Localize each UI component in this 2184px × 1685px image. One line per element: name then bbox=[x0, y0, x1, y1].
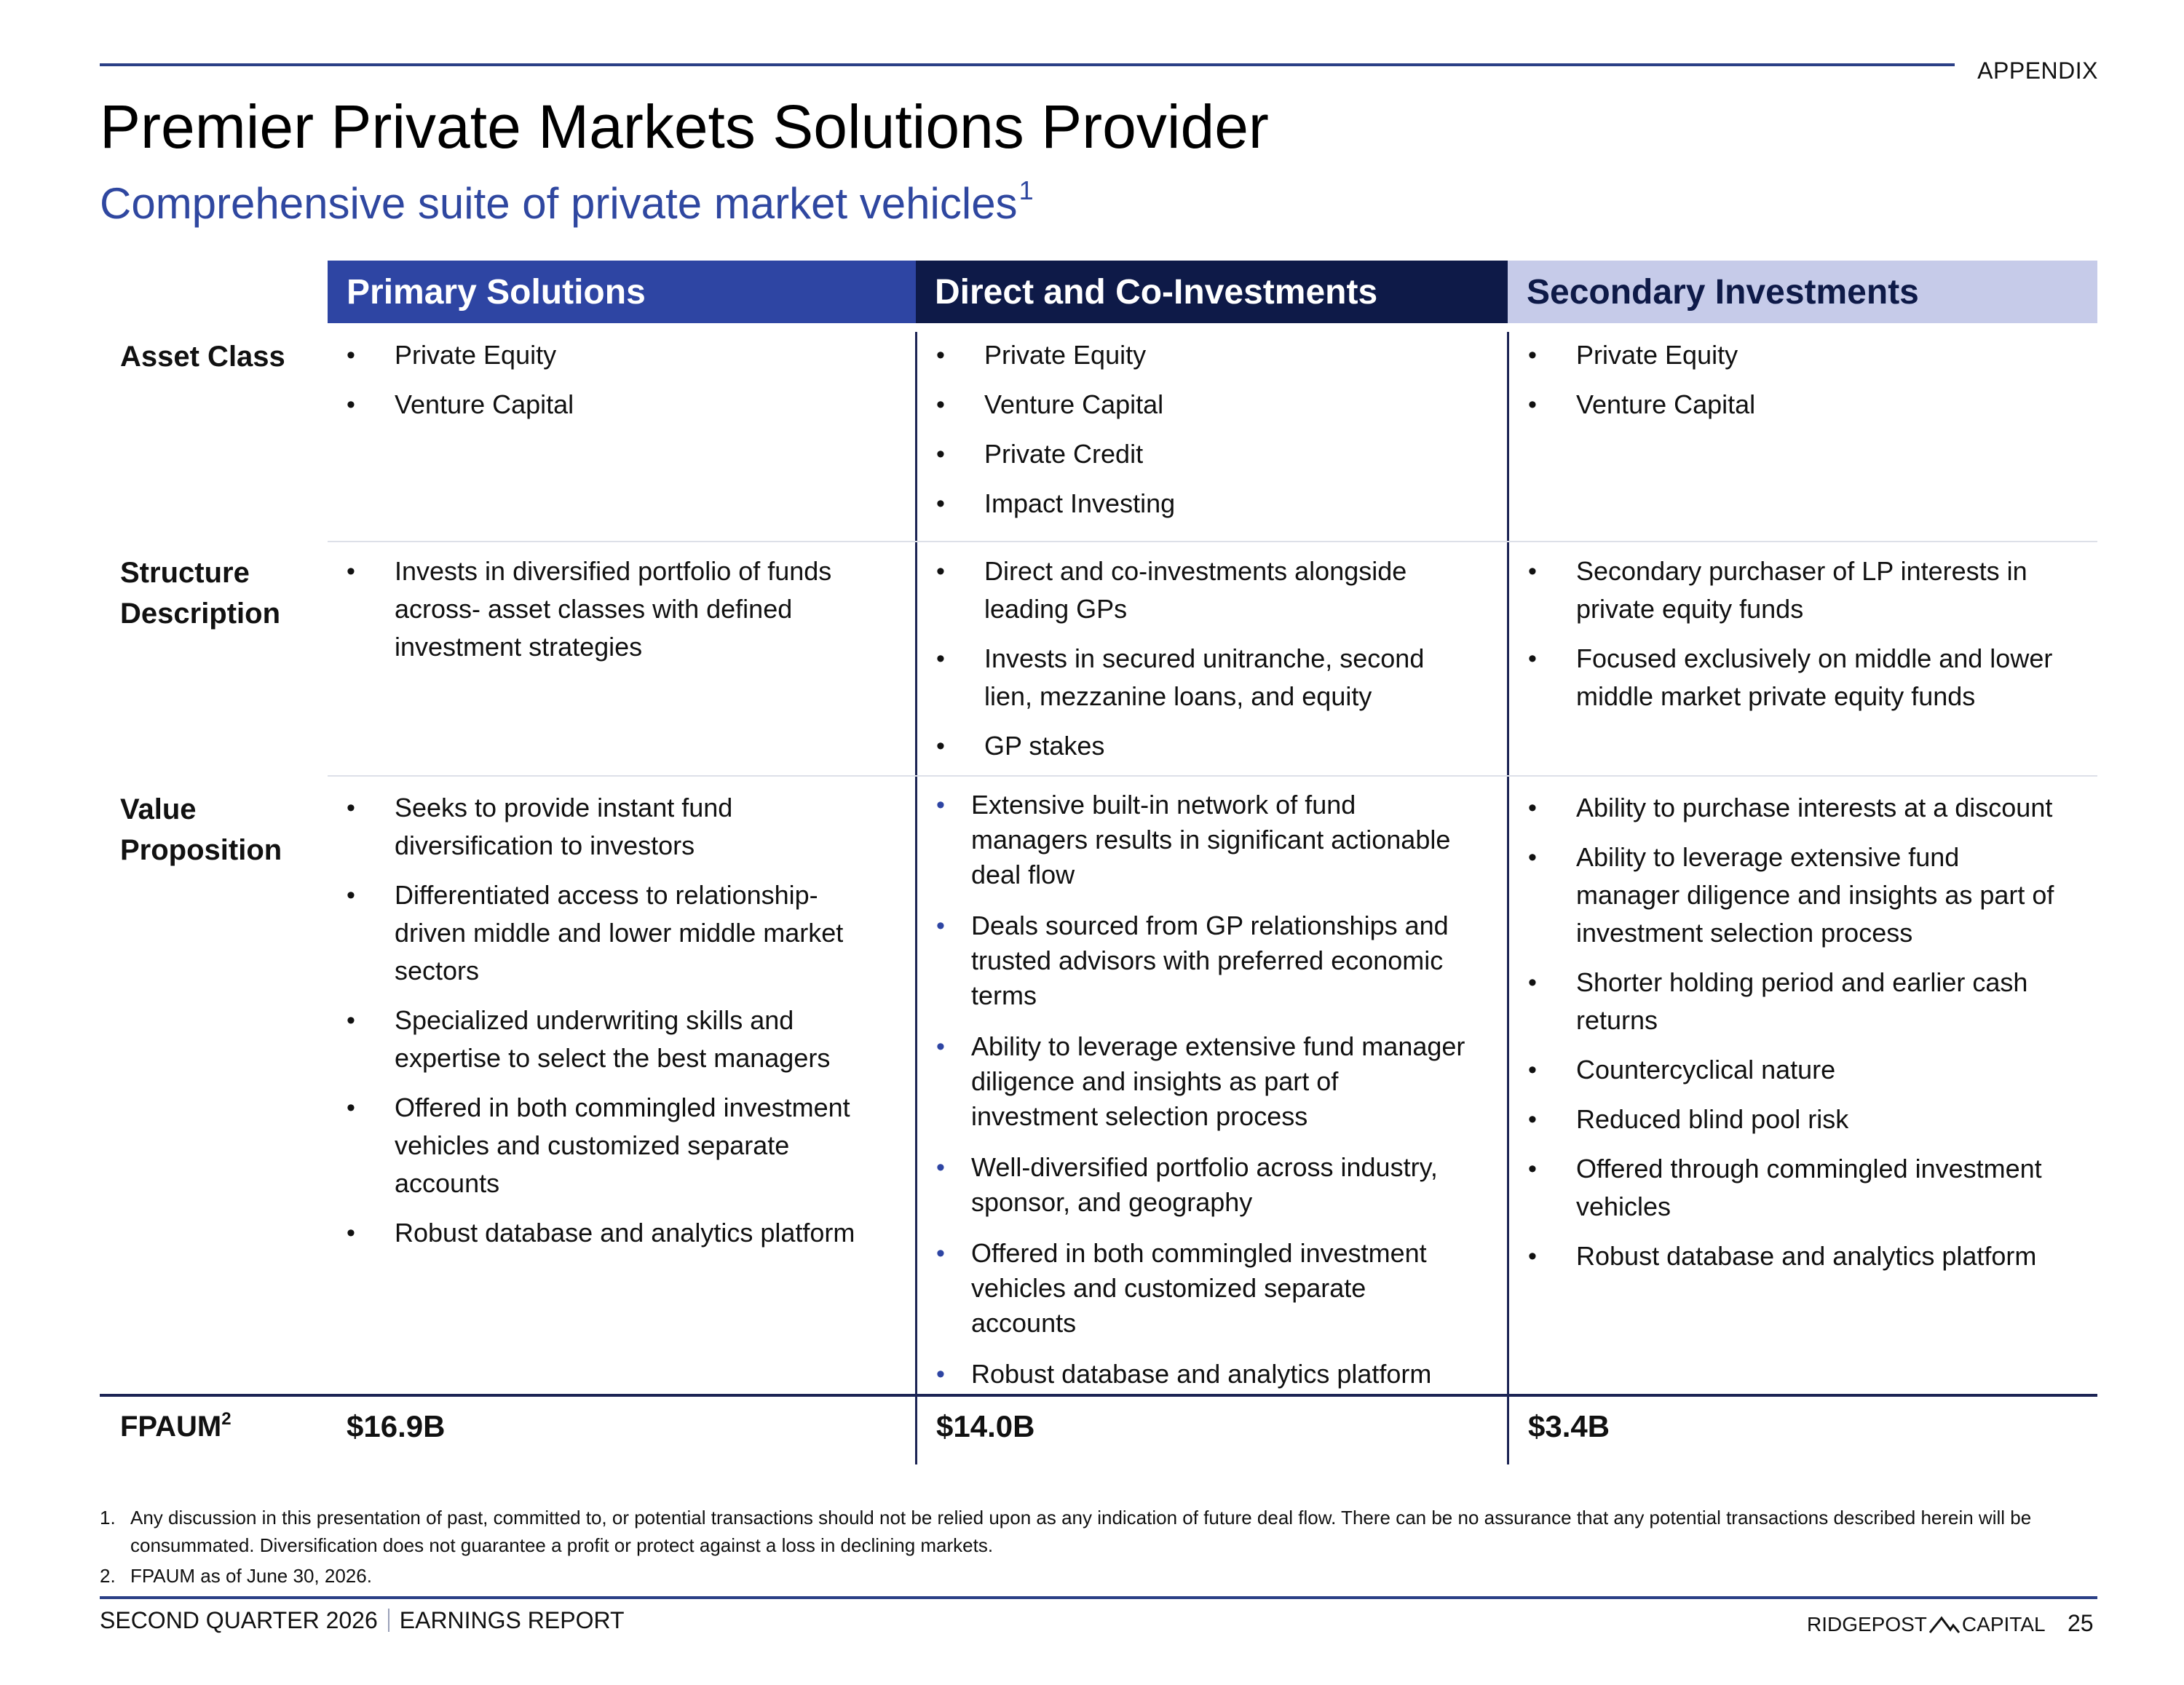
list-item: • Robust database and analytics platform bbox=[328, 1214, 881, 1252]
asset-class-secondary bbox=[1509, 336, 2062, 435]
column-header-secondary: Secondary Investments bbox=[1508, 261, 2097, 323]
brand-name-left: RIDGEPOST bbox=[1807, 1613, 1927, 1636]
list-item: • Offered through commingled investment vehicles bbox=[1509, 1150, 2062, 1226]
bottom-rule bbox=[100, 1596, 2097, 1599]
list-item: • Offered in both commingled investment vehicles and customized separate accounts bbox=[917, 1236, 1471, 1341]
row-label-asset-class: Asset Class bbox=[120, 341, 285, 373]
row-label-value bbox=[120, 789, 282, 871]
fpaum-secondary: $3.4B bbox=[1528, 1409, 1610, 1443]
asset-class-primary bbox=[328, 336, 881, 435]
list-item: • Direct and co-investments alongside leading GPs bbox=[917, 552, 1471, 628]
fpaum-primary: $16.9B bbox=[347, 1409, 446, 1443]
list-item: • Shorter holding period and earlier cash returns bbox=[1509, 964, 2062, 1039]
list-item: • Reduced blind pool risk bbox=[1509, 1101, 2062, 1138]
list-item: • Ability to leverage extensive fund manager diligence and insights as part of investment selection process bbox=[917, 1029, 1471, 1134]
list-item: • Seeks to provide instant fund diversification to investors bbox=[328, 789, 881, 865]
footer-report: EARNINGS REPORT bbox=[399, 1607, 625, 1633]
page-number: 25 bbox=[2068, 1610, 2094, 1636]
footer-report-label bbox=[100, 1607, 625, 1634]
footer-separator bbox=[388, 1609, 389, 1632]
list-item: • Focused exclusively on middle and lower middle market private equity funds bbox=[1509, 640, 2062, 715]
fpaum-label-text: FPAUM bbox=[120, 1411, 222, 1443]
list-item: • Secondary purchaser of LP interests in private equity funds bbox=[1509, 552, 2062, 628]
row-label-line: Value bbox=[120, 793, 197, 825]
list-item: • Invests in diversified portfolio of funds across- asset classes with defined investment strategies bbox=[328, 552, 881, 666]
brand-logo bbox=[1807, 1613, 2046, 1636]
list-item: • Private Equity bbox=[917, 336, 1471, 374]
footnote-text: Any discussion in this presentation of past, committed to, or potential transactions should not be relied upon as any indication of future deal flow. There can be no assurance that any potential transactions described herein will be consummated. Diversification does not guarantee a profit or protect against a loss in declining markets. bbox=[130, 1507, 2032, 1556]
list-item: • Countercyclical nature bbox=[1509, 1051, 2062, 1089]
list-item: • Differentiated access to relationship-driven middle and lower middle market sectors bbox=[328, 876, 881, 990]
section-label: APPENDIX bbox=[1977, 58, 2098, 84]
value-primary bbox=[328, 789, 881, 1264]
footnote bbox=[100, 1504, 2102, 1559]
footnote bbox=[100, 1562, 2102, 1590]
footnote-number: 1. bbox=[100, 1507, 116, 1529]
row-label-fpaum bbox=[120, 1411, 232, 1443]
structure-primary bbox=[328, 552, 881, 678]
brand-name-right: CAPITAL bbox=[1961, 1613, 2046, 1636]
footer-period: SECOND QUARTER 2026 bbox=[100, 1607, 378, 1633]
fpaum-footnote-ref: 2 bbox=[221, 1409, 232, 1429]
list-item: • Ability to purchase interests at a discount bbox=[1509, 789, 2062, 827]
page-subtitle bbox=[100, 175, 1034, 229]
structure-direct bbox=[917, 552, 1471, 777]
list-item: • Ability to leverage extensive fund manager diligence and insights as part of investment selection process bbox=[1509, 838, 2062, 952]
asset-class-direct bbox=[917, 336, 1471, 534]
list-item: • GP stakes bbox=[917, 727, 1471, 765]
list-item: • Extensive built-in network of fund managers results in significant actionable deal flow bbox=[917, 788, 1471, 892]
column-header-direct: Direct and Co-Investments bbox=[916, 261, 1508, 323]
row-label-structure bbox=[120, 552, 280, 634]
list-item: • Impact Investing bbox=[917, 485, 1471, 523]
structure-secondary bbox=[1509, 552, 2062, 727]
column-header-primary: Primary Solutions bbox=[328, 261, 916, 323]
page-title: Premier Private Markets Solutions Provider bbox=[100, 92, 1269, 161]
list-item: • Venture Capital bbox=[917, 386, 1471, 424]
list-item: • Robust database and analytics platform bbox=[917, 1357, 1471, 1392]
footnote-number: 2. bbox=[100, 1565, 116, 1587]
list-item: • Private Equity bbox=[1509, 336, 2062, 374]
list-item: • Venture Capital bbox=[1509, 386, 2062, 424]
footnote-text: FPAUM as of June 30, 2026. bbox=[130, 1565, 372, 1587]
mountain-icon bbox=[1928, 1615, 1961, 1634]
list-item: • Robust database and analytics platform bbox=[1509, 1237, 2062, 1275]
fpaum-direct: $14.0B bbox=[936, 1409, 1035, 1443]
list-item: • Invests in secured unitranche, second lien, mezzanine loans, and equity bbox=[917, 640, 1471, 715]
list-item: • Private Equity bbox=[328, 336, 881, 374]
subtitle-footnote-ref: 1 bbox=[1018, 175, 1034, 205]
list-item: • Private Credit bbox=[917, 435, 1471, 473]
value-direct bbox=[917, 788, 1471, 1408]
list-item: • Offered in both commingled investment vehicles and customized separate accounts bbox=[328, 1089, 881, 1202]
list-item: • Specialized underwriting skills and expertise to select the best managers bbox=[328, 1002, 881, 1077]
top-rule bbox=[100, 63, 1955, 66]
row-label-line: Structure bbox=[120, 557, 250, 589]
value-secondary bbox=[1509, 789, 2062, 1287]
subtitle-text: Comprehensive suite of private market vehicles bbox=[100, 179, 1018, 228]
list-item: • Deals sourced from GP relationships and trusted advisors with preferred economic terms bbox=[917, 908, 1471, 1013]
footnotes bbox=[100, 1504, 2102, 1593]
row-label-line: Description bbox=[120, 598, 281, 630]
row-divider bbox=[328, 541, 2097, 542]
list-item: • Well-diversified portfolio across industry, sponsor, and geography bbox=[917, 1150, 1471, 1220]
list-item: • Venture Capital bbox=[328, 386, 881, 424]
row-label-line: Proposition bbox=[120, 834, 282, 866]
